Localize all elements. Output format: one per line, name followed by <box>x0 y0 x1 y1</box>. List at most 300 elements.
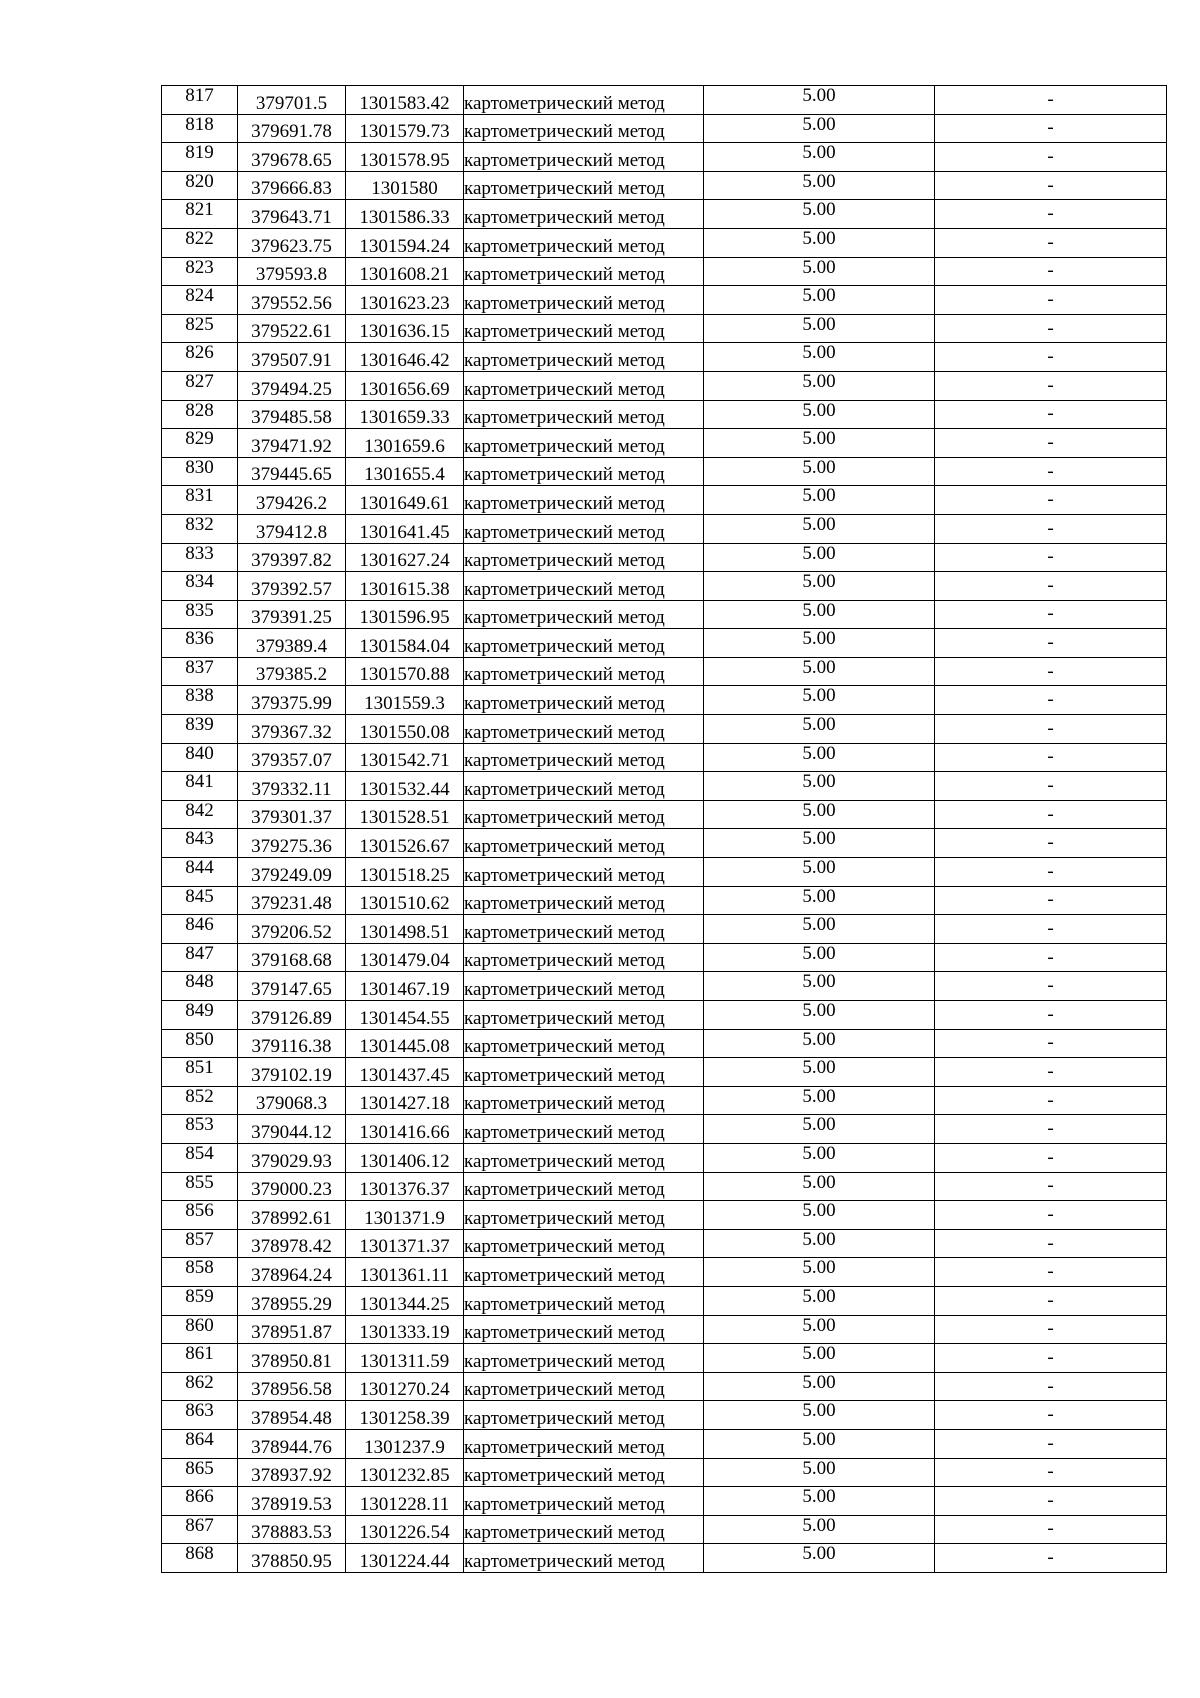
method-cell: картометрический метод <box>464 572 704 601</box>
point-number-cell: 849 <box>162 1001 238 1030</box>
description-cell: - <box>935 257 1167 286</box>
point-number-cell: 850 <box>162 1029 238 1058</box>
description-cell: - <box>935 629 1167 658</box>
point-number-cell: 829 <box>162 429 238 458</box>
y-coordinate-cell: 1301528.51 <box>346 800 464 829</box>
method-cell: картометрический метод <box>464 972 704 1001</box>
x-coordinate-cell: 378951.87 <box>238 1315 346 1344</box>
y-coordinate-cell: 1301467.19 <box>346 972 464 1001</box>
method-cell: картометрический метод <box>464 600 704 629</box>
x-coordinate-cell: 379701.5 <box>238 86 346 115</box>
description-cell: - <box>935 486 1167 515</box>
method-cell: картометрический метод <box>464 371 704 400</box>
table-row <box>162 371 1167 400</box>
x-coordinate-cell: 379367.32 <box>238 715 346 744</box>
method-cell: картометрический метод <box>464 1143 704 1172</box>
x-coordinate-cell: 379471.92 <box>238 429 346 458</box>
point-number-cell: 818 <box>162 114 238 143</box>
point-number-cell: 868 <box>162 1544 238 1573</box>
table-row <box>162 1344 1167 1373</box>
x-coordinate-cell: 379206.52 <box>238 915 346 944</box>
table-row <box>162 915 1167 944</box>
point-number-cell: 832 <box>162 514 238 543</box>
point-number-cell: 824 <box>162 286 238 315</box>
y-coordinate-cell: 1301445.08 <box>346 1029 464 1058</box>
x-coordinate-cell: 379301.37 <box>238 800 346 829</box>
table-row <box>162 1258 1167 1287</box>
method-cell: картометрический метод <box>464 1401 704 1430</box>
point-number-cell: 852 <box>162 1086 238 1115</box>
description-cell: - <box>935 228 1167 257</box>
table-row <box>162 171 1167 200</box>
y-coordinate-cell: 1301311.59 <box>346 1344 464 1373</box>
accuracy-cell: 5.00 <box>704 657 935 686</box>
accuracy-cell: 5.00 <box>704 257 935 286</box>
accuracy-cell: 5.00 <box>704 1286 935 1315</box>
method-cell: картометрический метод <box>464 1544 704 1573</box>
method-cell: картометрический метод <box>464 143 704 172</box>
method-cell: картометрический метод <box>464 286 704 315</box>
method-cell: картометрический метод <box>464 657 704 686</box>
x-coordinate-cell: 379485.58 <box>238 400 346 429</box>
accuracy-cell: 5.00 <box>704 286 935 315</box>
point-number-cell: 841 <box>162 772 238 801</box>
table-row <box>162 1429 1167 1458</box>
point-number-cell: 835 <box>162 600 238 629</box>
description-cell: - <box>935 800 1167 829</box>
description-cell: - <box>935 1229 1167 1258</box>
y-coordinate-cell: 1301659.33 <box>346 400 464 429</box>
point-number-cell: 837 <box>162 657 238 686</box>
x-coordinate-cell: 379494.25 <box>238 371 346 400</box>
method-cell: картометрический метод <box>464 943 704 972</box>
accuracy-cell: 5.00 <box>704 686 935 715</box>
method-cell: картометрический метод <box>464 886 704 915</box>
x-coordinate-cell: 379126.89 <box>238 1001 346 1030</box>
description-cell: - <box>935 858 1167 887</box>
x-coordinate-cell: 379522.61 <box>238 314 346 343</box>
x-coordinate-cell: 378937.92 <box>238 1458 346 1487</box>
description-cell: - <box>935 1258 1167 1287</box>
table-row <box>162 886 1167 915</box>
x-coordinate-cell: 378850.95 <box>238 1544 346 1573</box>
table-row <box>162 858 1167 887</box>
y-coordinate-cell: 1301333.19 <box>346 1315 464 1344</box>
x-coordinate-cell: 379623.75 <box>238 228 346 257</box>
table-row <box>162 1115 1167 1144</box>
accuracy-cell: 5.00 <box>704 114 935 143</box>
x-coordinate-cell: 379168.68 <box>238 943 346 972</box>
accuracy-cell: 5.00 <box>704 486 935 515</box>
method-cell: картометрический метод <box>464 743 704 772</box>
accuracy-cell: 5.00 <box>704 829 935 858</box>
y-coordinate-cell: 1301532.44 <box>346 772 464 801</box>
table-row <box>162 314 1167 343</box>
method-cell: картометрический метод <box>464 200 704 229</box>
y-coordinate-cell: 1301579.73 <box>346 114 464 143</box>
x-coordinate-cell: 379385.2 <box>238 657 346 686</box>
table-row <box>162 200 1167 229</box>
point-number-cell: 861 <box>162 1344 238 1373</box>
description-cell: - <box>935 1086 1167 1115</box>
description-cell: - <box>935 171 1167 200</box>
table-row <box>162 1229 1167 1258</box>
method-cell: картометрический метод <box>464 829 704 858</box>
point-number-cell: 842 <box>162 800 238 829</box>
y-coordinate-cell: 1301226.54 <box>346 1515 464 1544</box>
method-cell: картометрический метод <box>464 1372 704 1401</box>
table-row <box>162 286 1167 315</box>
table-row <box>162 686 1167 715</box>
point-number-cell: 847 <box>162 943 238 972</box>
description-cell: - <box>935 572 1167 601</box>
description-cell: - <box>935 1458 1167 1487</box>
table-row <box>162 1029 1167 1058</box>
point-number-cell: 834 <box>162 572 238 601</box>
method-cell: картометрический метод <box>464 1001 704 1030</box>
method-cell: картометрический метод <box>464 1029 704 1058</box>
y-coordinate-cell: 1301641.45 <box>346 514 464 543</box>
table-row <box>162 1515 1167 1544</box>
table-row <box>162 1315 1167 1344</box>
description-cell: - <box>935 1544 1167 1573</box>
point-number-cell: 817 <box>162 86 238 115</box>
point-number-cell: 823 <box>162 257 238 286</box>
x-coordinate-cell: 378950.81 <box>238 1344 346 1373</box>
description-cell: - <box>935 457 1167 486</box>
point-number-cell: 865 <box>162 1458 238 1487</box>
table-row <box>162 657 1167 686</box>
point-number-cell: 819 <box>162 143 238 172</box>
x-coordinate-cell: 378964.24 <box>238 1258 346 1287</box>
table-row <box>162 1458 1167 1487</box>
method-cell: картометрический метод <box>464 429 704 458</box>
description-cell: - <box>935 657 1167 686</box>
description-cell: - <box>935 1172 1167 1201</box>
accuracy-cell: 5.00 <box>704 1201 935 1230</box>
x-coordinate-cell: 379391.25 <box>238 600 346 629</box>
table-row <box>162 114 1167 143</box>
x-coordinate-cell: 378919.53 <box>238 1487 346 1516</box>
point-number-cell: 859 <box>162 1286 238 1315</box>
description-cell: - <box>935 1001 1167 1030</box>
description-cell: - <box>935 400 1167 429</box>
accuracy-cell: 5.00 <box>704 1058 935 1087</box>
y-coordinate-cell: 1301437.45 <box>346 1058 464 1087</box>
point-number-cell: 853 <box>162 1115 238 1144</box>
method-cell: картометрический метод <box>464 1429 704 1458</box>
x-coordinate-cell: 378956.58 <box>238 1372 346 1401</box>
y-coordinate-cell: 1301371.9 <box>346 1201 464 1230</box>
table-row <box>162 1086 1167 1115</box>
description-cell: - <box>935 86 1167 115</box>
accuracy-cell: 5.00 <box>704 1086 935 1115</box>
table-row <box>162 1286 1167 1315</box>
table-row <box>162 629 1167 658</box>
description-cell: - <box>935 1029 1167 1058</box>
accuracy-cell: 5.00 <box>704 629 935 658</box>
accuracy-cell: 5.00 <box>704 1401 935 1430</box>
x-coordinate-cell: 379445.65 <box>238 457 346 486</box>
method-cell: картометрический метод <box>464 858 704 887</box>
y-coordinate-cell: 1301623.23 <box>346 286 464 315</box>
point-number-cell: 840 <box>162 743 238 772</box>
method-cell: картометрический метод <box>464 86 704 115</box>
y-coordinate-cell: 1301228.11 <box>346 1487 464 1516</box>
accuracy-cell: 5.00 <box>704 1487 935 1516</box>
x-coordinate-cell: 379231.48 <box>238 886 346 915</box>
description-cell: - <box>935 1143 1167 1172</box>
x-coordinate-cell: 379147.65 <box>238 972 346 1001</box>
table-row <box>162 1001 1167 1030</box>
y-coordinate-cell: 1301454.55 <box>346 1001 464 1030</box>
accuracy-cell: 5.00 <box>704 572 935 601</box>
x-coordinate-cell: 379643.71 <box>238 200 346 229</box>
description-cell: - <box>935 371 1167 400</box>
description-cell: - <box>935 943 1167 972</box>
accuracy-cell: 5.00 <box>704 543 935 572</box>
table-row <box>162 429 1167 458</box>
x-coordinate-cell: 379389.4 <box>238 629 346 658</box>
y-coordinate-cell: 1301570.88 <box>346 657 464 686</box>
y-coordinate-cell: 1301224.44 <box>346 1544 464 1573</box>
table-row <box>162 1201 1167 1230</box>
x-coordinate-cell: 379116.38 <box>238 1029 346 1058</box>
y-coordinate-cell: 1301649.61 <box>346 486 464 515</box>
point-number-cell: 863 <box>162 1401 238 1430</box>
table-row <box>162 86 1167 115</box>
point-number-cell: 854 <box>162 1143 238 1172</box>
table-row <box>162 1058 1167 1087</box>
y-coordinate-cell: 1301550.08 <box>346 715 464 744</box>
y-coordinate-cell: 1301580 <box>346 171 464 200</box>
method-cell: картометрический метод <box>464 1286 704 1315</box>
x-coordinate-cell: 379397.82 <box>238 543 346 572</box>
y-coordinate-cell: 1301596.95 <box>346 600 464 629</box>
accuracy-cell: 5.00 <box>704 943 935 972</box>
point-number-cell: 827 <box>162 371 238 400</box>
description-cell: - <box>935 200 1167 229</box>
method-cell: картометрический метод <box>464 257 704 286</box>
description-cell: - <box>935 600 1167 629</box>
method-cell: картометрический метод <box>464 1487 704 1516</box>
y-coordinate-cell: 1301542.71 <box>346 743 464 772</box>
y-coordinate-cell: 1301583.42 <box>346 86 464 115</box>
accuracy-cell: 5.00 <box>704 371 935 400</box>
x-coordinate-cell: 379029.93 <box>238 1143 346 1172</box>
method-cell: картометрический метод <box>464 1086 704 1115</box>
point-number-cell: 830 <box>162 457 238 486</box>
y-coordinate-cell: 1301586.33 <box>346 200 464 229</box>
x-coordinate-cell: 378954.48 <box>238 1401 346 1430</box>
y-coordinate-cell: 1301232.85 <box>346 1458 464 1487</box>
y-coordinate-cell: 1301656.69 <box>346 371 464 400</box>
description-cell: - <box>935 1058 1167 1087</box>
method-cell: картометрический метод <box>464 228 704 257</box>
table-row <box>162 143 1167 172</box>
accuracy-cell: 5.00 <box>704 1515 935 1544</box>
method-cell: картометрический метод <box>464 715 704 744</box>
description-cell: - <box>935 314 1167 343</box>
point-number-cell: 867 <box>162 1515 238 1544</box>
table-row <box>162 1487 1167 1516</box>
method-cell: картометрический метод <box>464 114 704 143</box>
table-row <box>162 514 1167 543</box>
table-row <box>162 400 1167 429</box>
x-coordinate-cell: 379044.12 <box>238 1115 346 1144</box>
y-coordinate-cell: 1301584.04 <box>346 629 464 658</box>
table-row <box>162 543 1167 572</box>
description-cell: - <box>935 1344 1167 1373</box>
accuracy-cell: 5.00 <box>704 1315 935 1344</box>
method-cell: картометрический метод <box>464 1458 704 1487</box>
method-cell: картометрический метод <box>464 1058 704 1087</box>
accuracy-cell: 5.00 <box>704 858 935 887</box>
x-coordinate-cell: 379392.57 <box>238 572 346 601</box>
x-coordinate-cell: 379249.09 <box>238 858 346 887</box>
description-cell: - <box>935 1315 1167 1344</box>
accuracy-cell: 5.00 <box>704 1229 935 1258</box>
description-cell: - <box>935 1115 1167 1144</box>
description-cell: - <box>935 343 1167 372</box>
point-number-cell: 862 <box>162 1372 238 1401</box>
x-coordinate-cell: 379691.78 <box>238 114 346 143</box>
accuracy-cell: 5.00 <box>704 1143 935 1172</box>
x-coordinate-cell: 379666.83 <box>238 171 346 200</box>
y-coordinate-cell: 1301594.24 <box>346 228 464 257</box>
point-number-cell: 839 <box>162 715 238 744</box>
table-row <box>162 257 1167 286</box>
y-coordinate-cell: 1301406.12 <box>346 1143 464 1172</box>
point-number-cell: 843 <box>162 829 238 858</box>
point-number-cell: 860 <box>162 1315 238 1344</box>
point-number-cell: 836 <box>162 629 238 658</box>
x-coordinate-cell: 378992.61 <box>238 1201 346 1230</box>
accuracy-cell: 5.00 <box>704 143 935 172</box>
description-cell: - <box>935 1372 1167 1401</box>
table-row <box>162 600 1167 629</box>
description-cell: - <box>935 972 1167 1001</box>
accuracy-cell: 5.00 <box>704 1115 935 1144</box>
point-number-cell: 833 <box>162 543 238 572</box>
point-number-cell: 846 <box>162 915 238 944</box>
description-cell: - <box>935 829 1167 858</box>
x-coordinate-cell: 379375.99 <box>238 686 346 715</box>
x-coordinate-cell: 378955.29 <box>238 1286 346 1315</box>
table-row <box>162 829 1167 858</box>
point-number-cell: 858 <box>162 1258 238 1287</box>
description-cell: - <box>935 429 1167 458</box>
description-cell: - <box>935 114 1167 143</box>
x-coordinate-cell: 379000.23 <box>238 1172 346 1201</box>
accuracy-cell: 5.00 <box>704 800 935 829</box>
accuracy-cell: 5.00 <box>704 86 935 115</box>
table-row <box>162 228 1167 257</box>
description-cell: - <box>935 772 1167 801</box>
accuracy-cell: 5.00 <box>704 886 935 915</box>
table-row <box>162 1544 1167 1573</box>
description-cell: - <box>935 1201 1167 1230</box>
x-coordinate-cell: 379357.07 <box>238 743 346 772</box>
x-coordinate-cell: 379102.19 <box>238 1058 346 1087</box>
y-coordinate-cell: 1301237.9 <box>346 1429 464 1458</box>
table-row <box>162 1172 1167 1201</box>
point-number-cell: 826 <box>162 343 238 372</box>
method-cell: картометрический метод <box>464 1344 704 1373</box>
description-cell: - <box>935 286 1167 315</box>
y-coordinate-cell: 1301371.37 <box>346 1229 464 1258</box>
accuracy-cell: 5.00 <box>704 514 935 543</box>
point-number-cell: 831 <box>162 486 238 515</box>
y-coordinate-cell: 1301376.37 <box>346 1172 464 1201</box>
accuracy-cell: 5.00 <box>704 715 935 744</box>
accuracy-cell: 5.00 <box>704 772 935 801</box>
x-coordinate-cell: 379507.91 <box>238 343 346 372</box>
point-number-cell: 848 <box>162 972 238 1001</box>
method-cell: картометрический метод <box>464 457 704 486</box>
y-coordinate-cell: 1301344.25 <box>346 1286 464 1315</box>
point-number-cell: 822 <box>162 228 238 257</box>
description-cell: - <box>935 1515 1167 1544</box>
y-coordinate-cell: 1301361.11 <box>346 1258 464 1287</box>
method-cell: картометрический метод <box>464 400 704 429</box>
accuracy-cell: 5.00 <box>704 1258 935 1287</box>
point-number-cell: 864 <box>162 1429 238 1458</box>
description-cell: - <box>935 514 1167 543</box>
accuracy-cell: 5.00 <box>704 457 935 486</box>
x-coordinate-cell: 378978.42 <box>238 1229 346 1258</box>
point-number-cell: 844 <box>162 858 238 887</box>
accuracy-cell: 5.00 <box>704 200 935 229</box>
point-number-cell: 857 <box>162 1229 238 1258</box>
y-coordinate-cell: 1301646.42 <box>346 343 464 372</box>
description-cell: - <box>935 1286 1167 1315</box>
description-cell: - <box>935 886 1167 915</box>
point-number-cell: 828 <box>162 400 238 429</box>
description-cell: - <box>935 1429 1167 1458</box>
x-coordinate-cell: 379068.3 <box>238 1086 346 1115</box>
accuracy-cell: 5.00 <box>704 1458 935 1487</box>
point-number-cell: 838 <box>162 686 238 715</box>
method-cell: картометрический метод <box>464 686 704 715</box>
y-coordinate-cell: 1301615.38 <box>346 572 464 601</box>
x-coordinate-cell: 379678.65 <box>238 143 346 172</box>
method-cell: картометрический метод <box>464 629 704 658</box>
accuracy-cell: 5.00 <box>704 972 935 1001</box>
method-cell: картометрический метод <box>464 915 704 944</box>
accuracy-cell: 5.00 <box>704 1344 935 1373</box>
description-cell: - <box>935 1401 1167 1430</box>
point-number-cell: 855 <box>162 1172 238 1201</box>
accuracy-cell: 5.00 <box>704 314 935 343</box>
accuracy-cell: 5.00 <box>704 228 935 257</box>
method-cell: картометрический метод <box>464 343 704 372</box>
point-number-cell: 825 <box>162 314 238 343</box>
table-row <box>162 715 1167 744</box>
method-cell: картометрический метод <box>464 1201 704 1230</box>
table-row <box>162 972 1167 1001</box>
accuracy-cell: 5.00 <box>704 600 935 629</box>
method-cell: картометрический метод <box>464 1115 704 1144</box>
x-coordinate-cell: 379426.2 <box>238 486 346 515</box>
accuracy-cell: 5.00 <box>704 1001 935 1030</box>
y-coordinate-cell: 1301479.04 <box>346 943 464 972</box>
table-row <box>162 572 1167 601</box>
accuracy-cell: 5.00 <box>704 429 935 458</box>
y-coordinate-cell: 1301559.3 <box>346 686 464 715</box>
y-coordinate-cell: 1301427.18 <box>346 1086 464 1115</box>
method-cell: картометрический метод <box>464 543 704 572</box>
